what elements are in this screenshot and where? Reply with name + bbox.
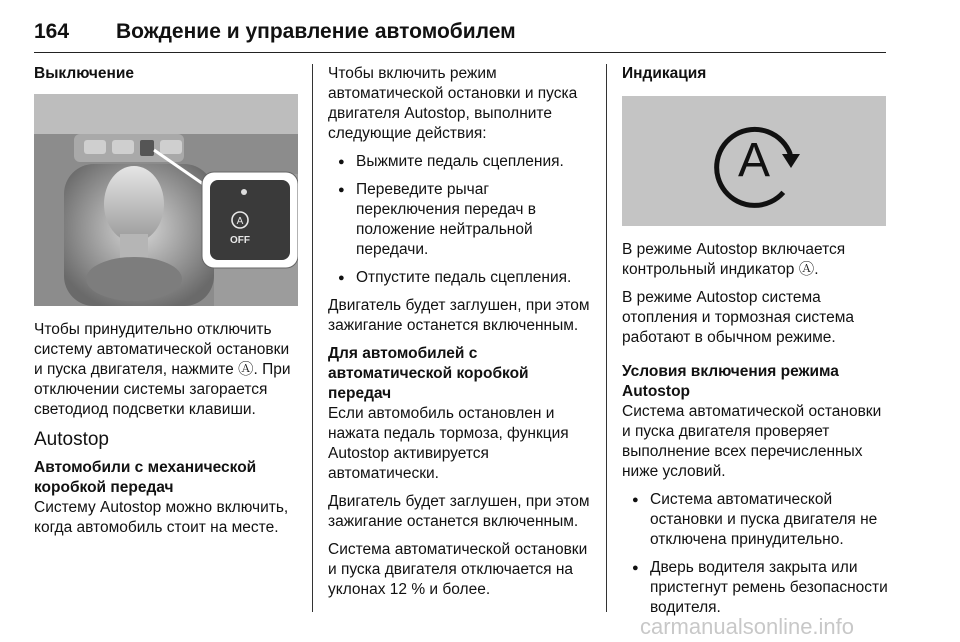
watermark: carmanualsonline.info	[640, 614, 855, 639]
indicator-letter: A	[737, 134, 771, 187]
list-item: ● Переведите рычаг переключения передач в положение нейтральной передачи.	[328, 180, 590, 260]
paragraph: Двигатель будет заглушен, при этом зажигание останется включенным.	[328, 297, 590, 334]
subheading: Условия включения режима Autostop	[622, 363, 839, 400]
paragraph: Двигатель будет заглушен, при этом зажигание останется включенным.	[328, 493, 590, 530]
column-divider	[606, 64, 607, 612]
list-item: ● Отпустите педаль сцепления.	[328, 268, 590, 288]
page-number: 164	[34, 20, 70, 43]
subheading: Для автомобилей с автоматической коробкой передач	[328, 345, 529, 402]
section-heading: Выключение	[34, 65, 135, 82]
off-button-label: OFF	[230, 235, 250, 246]
section-title: Autostop	[34, 429, 109, 450]
list-item: ● Дверь водителя закрыта или пристегнут ремень безопасности водителя.	[622, 558, 888, 618]
paragraph: Если автомобиль остановлен и нажата педаль тормоза, функция Autostop активируется автоматически.	[328, 405, 569, 482]
paragraph: В режиме Autostop система отопления и тормозная система работают в обычном режиме.	[622, 289, 855, 346]
bullet-list	[622, 490, 888, 618]
column-divider	[312, 64, 313, 612]
column-right	[622, 64, 888, 626]
subheading: Автомобили с механической коробкой передач	[34, 459, 257, 496]
column-middle	[328, 64, 590, 608]
section-heading: Индикация	[622, 65, 707, 82]
column-left	[34, 64, 298, 546]
bullet-list	[328, 152, 590, 288]
chapter-title: Вождение и управление автомобилем	[116, 20, 516, 43]
list-item: ● Система автоматической остановки и пуска двигателя не отключена принудительно.	[622, 490, 888, 550]
page-header	[34, 14, 886, 53]
console-photo	[34, 94, 298, 306]
paragraph: Чтобы принудительно отключить систему автоматической остановки и пуска двигателя, нажмите Ⓐ. При отключении системы загорается светодиод подсветки клавиши.	[34, 321, 291, 418]
autostop-indicator-icon	[622, 96, 886, 226]
paragraph: Система автоматической остановки и пуска двигателя проверяет выполнение всех перечисленных ниже условий.	[622, 403, 882, 480]
paragraph: Чтобы включить режим автоматической остановки и пуска двигателя Autostop, выполните следующие действия:	[328, 65, 578, 142]
paragraph: В режиме Autostop включается контрольный индикатор Ⓐ.	[622, 241, 846, 278]
paragraph: Систему Autostop можно включить, когда автомобиль стоит на месте.	[34, 499, 289, 536]
paragraph: Система автоматической остановки и пуска двигателя отключается на уклонах 12 % и более.	[328, 541, 588, 598]
svg-text:A: A	[236, 216, 244, 227]
list-item: ● Выжмите педаль сцепления.	[328, 152, 590, 172]
